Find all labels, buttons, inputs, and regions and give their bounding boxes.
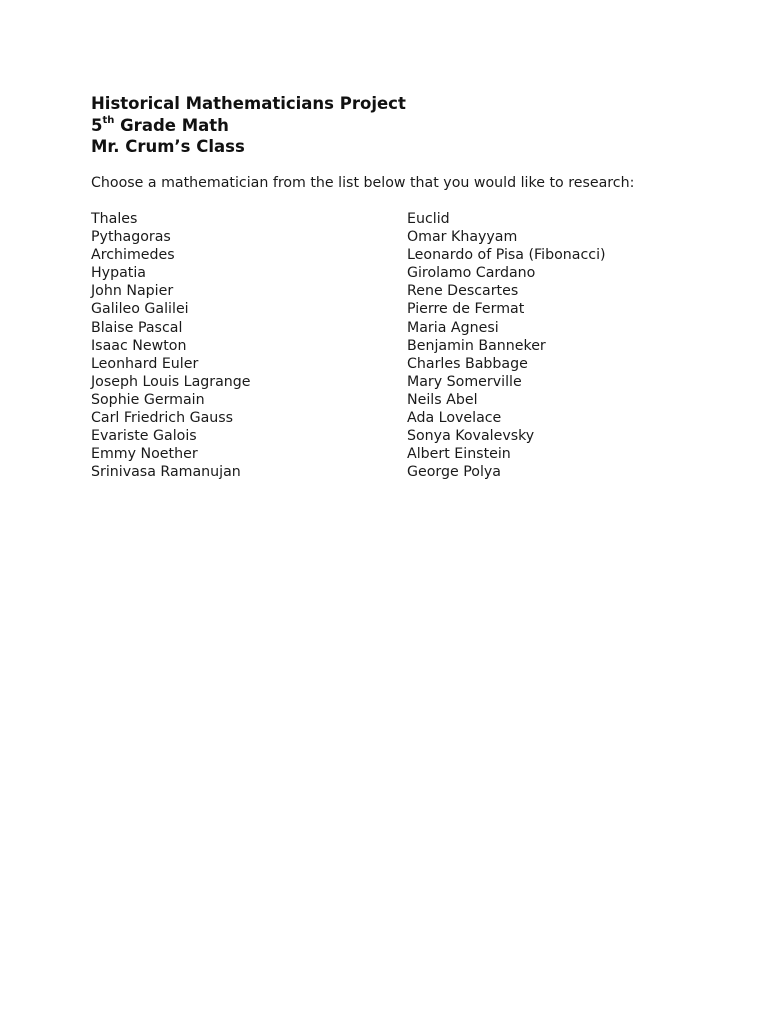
list-item: Carl Friedrich Gauss xyxy=(91,410,234,427)
project-title: Historical Mathematicians Project xyxy=(91,94,406,113)
list-item: Omar Khayyam xyxy=(407,229,518,246)
grade-number: 5 xyxy=(91,115,103,135)
grade-line xyxy=(91,115,406,137)
list-item: Isaac Newton xyxy=(91,337,187,354)
list-item: Hypatia xyxy=(91,265,146,282)
list-item: Maria Agnesi xyxy=(407,319,499,336)
list-item: Evariste Galois xyxy=(91,428,197,445)
document-heading xyxy=(91,93,406,158)
list-item: Mary Somerville xyxy=(407,373,522,390)
list-item: Ada Lovelace xyxy=(407,410,502,427)
list-item: Emmy Noether xyxy=(91,446,198,463)
mathematician-list-right xyxy=(407,210,606,481)
list-item: Pierre de Fermat xyxy=(407,301,525,318)
list-item: George Polya xyxy=(407,464,501,481)
list-item: Thales xyxy=(91,211,138,227)
list-item: John Napier xyxy=(91,283,174,300)
list-item: Pythagoras xyxy=(91,229,171,246)
list-item: Girolamo Cardano xyxy=(407,265,536,282)
list-item: Archimedes xyxy=(91,247,175,264)
list-item: Charles Babbage xyxy=(407,355,528,372)
grade-suffix: th xyxy=(102,115,115,126)
list-item: Albert Einstein xyxy=(407,446,511,463)
class-name: Mr. Crum’s Class xyxy=(91,137,245,156)
list-item: Sonya Kovalevsky xyxy=(407,428,535,445)
list-item: Blaise Pascal xyxy=(91,319,183,336)
list-item: Benjamin Banneker xyxy=(407,337,546,354)
mathematician-list-left xyxy=(91,210,251,481)
list-item: Srinivasa Ramanujan xyxy=(91,464,241,481)
list-item: Euclid xyxy=(407,211,450,227)
list-item: Rene Descartes xyxy=(407,283,519,300)
list-item: Galileo Galilei xyxy=(91,301,189,318)
list-item: Leonhard Euler xyxy=(91,355,199,372)
list-item: Sophie Germain xyxy=(91,391,205,408)
list-item: Joseph Louis Lagrange xyxy=(91,373,251,390)
list-item: Neils Abel xyxy=(407,391,478,408)
instructions-text: Choose a mathematician from the list below that you would like to research: xyxy=(91,175,635,191)
list-item: Leonardo of Pisa (Fibonacci) xyxy=(407,247,606,264)
grade-subject: Grade Math xyxy=(114,115,229,135)
